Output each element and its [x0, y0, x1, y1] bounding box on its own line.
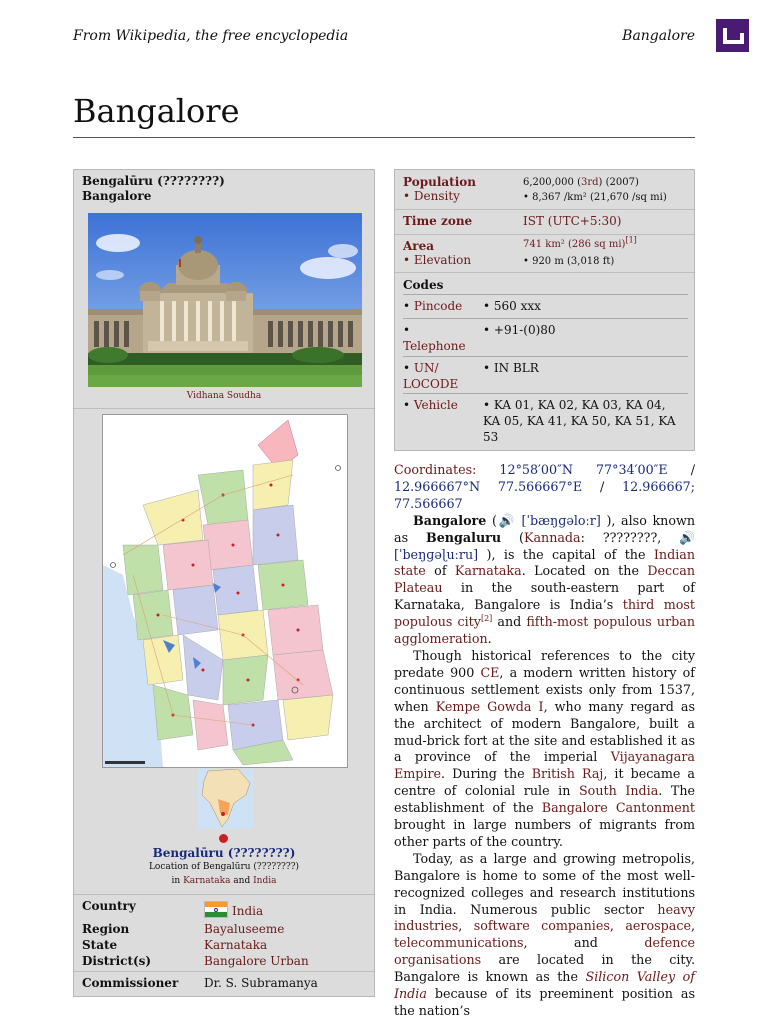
- row-label-state: State: [82, 938, 118, 952]
- vidhana-soudha-photo[interactable]: [88, 213, 362, 387]
- population-label[interactable]: Population: [403, 175, 476, 189]
- text-run: of: [425, 563, 455, 579]
- link-ce[interactable]: CE: [480, 664, 500, 680]
- link-state[interactable]: Karnataka: [204, 938, 268, 952]
- divider: [403, 393, 688, 394]
- link-aerospace[interactable]: aerospace: [625, 918, 691, 934]
- text-run: , it became a centre of colonial rule in: [394, 766, 695, 799]
- link-indian-state[interactable]: Indian state: [394, 546, 695, 579]
- text-run: ), is the capital of the: [478, 546, 654, 562]
- coords-plain[interactable]: 12.966667; 77.566667: [394, 478, 695, 511]
- link-fifth-most-populous[interactable]: fifth-most populous urban agglomeration: [394, 614, 695, 647]
- codes-label: Codes: [403, 278, 444, 292]
- india-flag-icon: [204, 901, 228, 918]
- code-key-text: Vehicle: [413, 398, 458, 412]
- row-label-districts: District(s): [82, 954, 152, 968]
- density-value: • 8,367 /km² (21,670 /sq mi): [523, 192, 667, 203]
- bold-term: Bangalore: [413, 512, 487, 528]
- text-run: ,: [690, 918, 695, 934]
- text-run: ), also known as: [394, 512, 695, 545]
- text-run: in the south-eastern part of Karnataka, Bangalore is India’s: [394, 580, 695, 613]
- page-title: Bangalore: [73, 92, 240, 130]
- infobox-left: [73, 169, 375, 997]
- running-title: Bangalore: [622, 28, 695, 44]
- link-deccan-plateau[interactable]: Deccan Plateau: [394, 563, 696, 596]
- population-value-pre: 6,200,000 (: [523, 177, 581, 188]
- paragraph-today: [394, 851, 695, 1020]
- code-key-telephone[interactable]: • Telephone: [403, 323, 466, 353]
- link-karnataka[interactable]: Karnataka: [183, 876, 231, 886]
- text-run: . The establishment of the: [394, 783, 696, 816]
- text-run: are located in the city. Bangalore is known as the: [394, 952, 695, 985]
- text-run: ,: [458, 918, 474, 934]
- pronunciation-audio-icon[interactable]: 🔊 [ˈbeŋɡəɭuːru]: [394, 529, 696, 562]
- row-label-region: Region: [82, 922, 130, 936]
- link-bangalore-cantonment[interactable]: Bangalore Cantonment: [541, 800, 695, 816]
- source-line: From Wikipedia, the free encyclopedia: [73, 28, 349, 44]
- text-run: : ????????,: [580, 529, 680, 545]
- divider: [403, 318, 688, 319]
- link-telecommunications[interactable]: telecommunications: [394, 935, 524, 951]
- coords-decimal[interactable]: 12.966667°N 77.566667°E: [394, 478, 583, 494]
- area-value-text: 741 km² (286 sq mi): [523, 239, 626, 250]
- text-run: Though historical references to the city predate 900: [394, 647, 695, 680]
- karnataka-district-map[interactable]: [102, 414, 348, 768]
- infobox-heading-line2: Bangalore: [82, 189, 152, 203]
- link-region[interactable]: Bayaluseeme: [204, 922, 285, 936]
- divider: [395, 234, 694, 235]
- link-vijayanagara-empire[interactable]: Vijayanagara Empire: [394, 749, 695, 782]
- elevation-value: • 920 m (3,018 ft): [523, 256, 615, 267]
- population-value: [523, 177, 639, 188]
- link-software-companies[interactable]: software companies: [473, 918, 610, 934]
- text-run: and: [492, 614, 527, 630]
- link-country-india[interactable]: India: [232, 904, 264, 918]
- text-run: . During the: [441, 766, 532, 782]
- divider: [74, 408, 374, 409]
- paragraph-intro: [394, 513, 695, 648]
- caption-in-text: in: [171, 876, 184, 886]
- code-key-text: Telephone: [403, 339, 466, 353]
- text-run: Today, as a large and growing metropolis, Bangalore is home to some of the most well-recognized colleges and research institutions in India. Numerous public sector: [394, 850, 695, 917]
- code-key-vehicle[interactable]: • Vehicle: [403, 398, 458, 412]
- elevation-label: • Elevation: [403, 253, 472, 267]
- code-key-locode[interactable]: • UN/ LOCODE: [403, 361, 459, 391]
- coords-separator: /: [582, 478, 623, 494]
- density-label: • Density: [403, 189, 460, 203]
- row-value-commissioner: Dr. S. Subramanya: [204, 976, 318, 990]
- paragraph-history: [394, 648, 695, 851]
- code-value-pincode: • 560 xxx: [483, 299, 541, 313]
- link-population-rank[interactable]: 3rd: [580, 177, 599, 188]
- ref-2[interactable]: [2]: [480, 613, 493, 623]
- text-run: brought in large numbers of migrants from other parts of the country.: [394, 817, 695, 849]
- code-value-telephone: • +91-(0)80: [483, 323, 556, 337]
- timezone-value[interactable]: IST (UTC+5:30): [523, 214, 622, 228]
- coordinates-line: [394, 462, 695, 513]
- photo-caption[interactable]: Vidhana Soudha: [186, 391, 262, 401]
- location-pin-icon: [219, 834, 228, 843]
- text-run: , a modern written history of continuous settlement exists only from 1537, when: [394, 664, 696, 714]
- code-key-text: Pincode: [413, 299, 463, 313]
- link-third-most-populous[interactable]: third most populous city: [394, 597, 695, 630]
- divider: [74, 894, 374, 895]
- link-british-raj[interactable]: British Raj: [531, 766, 604, 782]
- coordinates-label[interactable]: Coordinates:: [394, 462, 477, 477]
- text-run: ,: [609, 918, 626, 934]
- infobox-heading-line1: Bengalūru (????????): [82, 174, 225, 188]
- code-key-text: UN/ LOCODE: [403, 361, 459, 391]
- text-run: .: [487, 631, 492, 647]
- row-label-commissioner: Commissioner: [82, 976, 179, 990]
- location-caption: Location of Bengalūru (????????): [148, 862, 300, 872]
- population-value-post: ) (2007): [598, 177, 639, 188]
- link-silicon-valley-of-india[interactable]: Silicon Valley of India: [394, 969, 695, 1002]
- location-caption-in: [74, 876, 374, 886]
- text-run: , and: [523, 935, 645, 951]
- wikipedia-book-logo-icon: [716, 19, 749, 52]
- area-value: [523, 235, 637, 250]
- text-run: , who many regard as the architect of modern Bangalore, built a mud-brick fort at the site and established it as a province of the imperial: [394, 698, 695, 765]
- coords-dms[interactable]: 12°58′00″N 77°34′00″E: [499, 462, 668, 477]
- divider: [395, 209, 694, 210]
- link-defence-organisations[interactable]: defence organisations: [394, 935, 695, 968]
- code-value-vehicle: • KA 01, KA 02, KA 03, KA 04, KA 05, KA 41, KA 50, KA 51, KA 53: [483, 398, 676, 444]
- divider: [74, 971, 374, 972]
- link-kempe-gowda[interactable]: Kempe Gowda I: [435, 698, 544, 714]
- timezone-label[interactable]: Time zone: [403, 214, 473, 228]
- divider: [395, 272, 694, 273]
- row-value-country: [204, 901, 263, 918]
- area-label[interactable]: Area: [403, 239, 435, 253]
- text-run: . Located on the: [521, 563, 648, 579]
- link-district[interactable]: Bangalore Urban: [204, 954, 309, 968]
- text-run: (: [486, 512, 497, 528]
- divider: [403, 294, 688, 295]
- link-south-india[interactable]: South India: [578, 783, 659, 799]
- title-divider: [73, 137, 695, 138]
- coords-separator: /: [667, 462, 695, 477]
- link-heavy-industries[interactable]: heavy industries: [394, 901, 695, 934]
- link-india[interactable]: India: [253, 876, 277, 886]
- ref-1[interactable]: [1]: [625, 235, 637, 245]
- location-name: Bengalūru (????????): [152, 846, 296, 860]
- caption-and-text: and: [230, 876, 254, 886]
- text-run: (: [501, 529, 524, 545]
- divider: [403, 356, 688, 357]
- infobox-right: [394, 169, 695, 451]
- code-key-pincode[interactable]: • Pincode: [403, 299, 463, 313]
- bold-term: Bengaluru: [426, 529, 502, 545]
- india-locator-map[interactable]: [197, 768, 254, 830]
- link-karnataka[interactable]: Karnataka: [454, 563, 522, 579]
- article-body: [394, 462, 695, 1020]
- row-label-country: Country: [82, 899, 136, 913]
- pronunciation-audio-icon[interactable]: 🔊 [ˈbæŋɡəloːr]: [496, 512, 601, 528]
- infobox-heading: [82, 174, 225, 204]
- code-value-locode: • IN BLR: [483, 361, 539, 375]
- text-run: because of its preeminent position as the nation’s: [394, 986, 695, 1018]
- link-kannada[interactable]: Kannada: [523, 529, 581, 545]
